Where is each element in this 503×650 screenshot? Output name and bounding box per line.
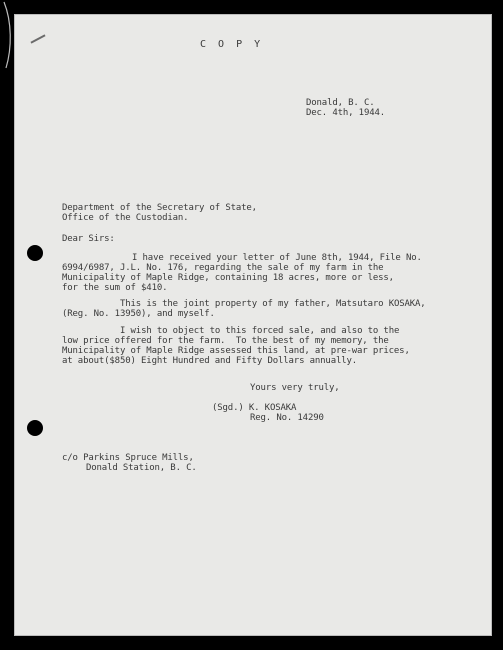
paragraph-3-line-2: low price offered for the farm. To the best of my memory, the: [62, 336, 389, 346]
letter-date: Dec. 4th, 1944.: [306, 108, 386, 118]
return-address-line-1: c/o Parkins Spruce Mills,: [62, 453, 194, 463]
paragraph-3-line-3: Municipality of Maple Ridge assessed this land, at pre-war prices,: [62, 346, 410, 356]
signature-line-1: (Sgd.) K. KOSAKA: [212, 403, 297, 413]
closing: Yours very truly,: [250, 383, 340, 393]
paragraph-3-line-4: at about($850) Eight Hundred and Fifty Dollars annually.: [62, 356, 358, 366]
paragraph-1-line-1: I have received your letter of June 8th, 1944, File No.: [132, 253, 422, 263]
recipient-line-1: Department of the Secretary of State,: [62, 203, 257, 213]
letter-place: Donald, B. C.: [306, 98, 375, 108]
punch-hole-top: [27, 245, 43, 261]
paragraph-1-line-2: 6994/6987, J.L. No. 176, regarding the sale of my farm in the: [62, 263, 384, 273]
copy-heading: C O P Y: [200, 39, 264, 50]
paragraph-2-line-2: (Reg. No. 13950), and myself.: [62, 309, 215, 319]
return-address-line-2: Donald Station, B. C.: [86, 463, 197, 473]
paragraph-1-line-3: Municipality of Maple Ridge, containing 18 acres, more or less,: [62, 273, 394, 283]
paragraph-2-line-1: This is the joint property of my father, Matsutaro KOSAKA,: [120, 299, 426, 309]
recipient-line-2: Office of the Custodian.: [62, 213, 189, 223]
salutation: Dear Sirs:: [62, 234, 115, 244]
punch-hole-bottom: [27, 420, 43, 436]
paragraph-1-line-4: for the sum of $410.: [62, 283, 168, 293]
paragraph-3-line-1: I wish to object to this forced sale, and also to the: [120, 326, 400, 336]
signature-line-2: Reg. No. 14290: [250, 413, 324, 423]
